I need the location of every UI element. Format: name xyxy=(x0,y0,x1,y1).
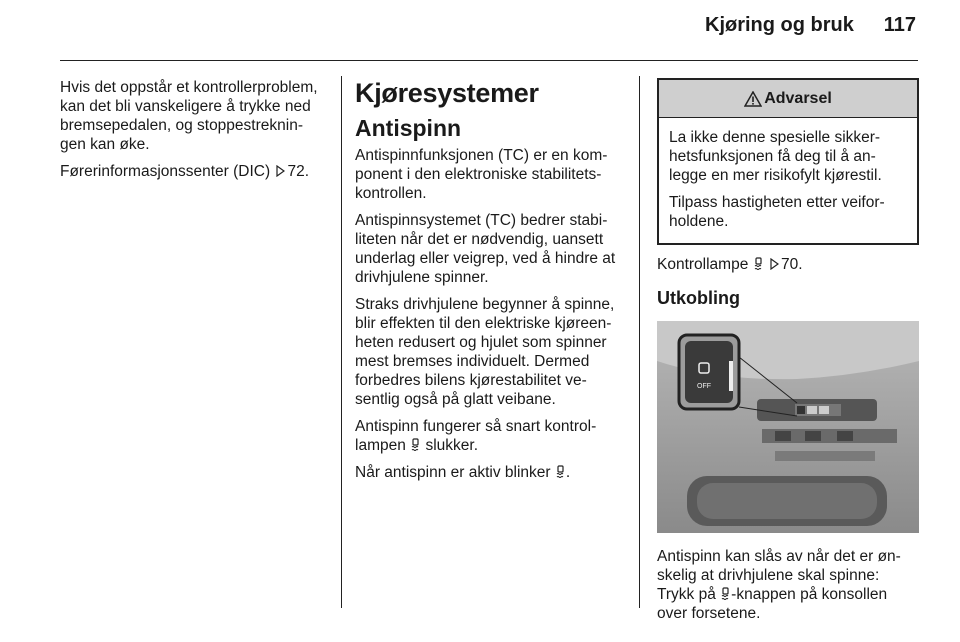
ref[interactable]: 70. xyxy=(780,256,803,273)
cross-reference-icon[interactable] xyxy=(770,258,779,270)
paragraph-utkobling xyxy=(657,547,919,623)
dic-text: Førerinformasjonssenter (DIC) xyxy=(60,163,271,180)
paragraph: Antispinnsystemet (TC) bedrer stabi-liteten når det er nødvendig, uansett underlag eller veigrep, ved å hindre at drivhjulene spinner. xyxy=(355,212,616,286)
text: Antispinn fungerer så snart kontrol-lampen xyxy=(355,418,597,454)
warning-triangle-icon xyxy=(744,91,762,107)
paragraph-kontrollampe xyxy=(657,255,919,274)
text: slukker. xyxy=(425,437,479,454)
header-rule xyxy=(60,60,918,61)
warning-title: Advarsel xyxy=(764,89,832,107)
text: . xyxy=(565,464,571,481)
overhead-console-photo xyxy=(657,321,919,533)
off-label: OFF xyxy=(697,383,711,390)
column-1 xyxy=(60,78,328,189)
header-title: Kjøring og bruk xyxy=(705,14,854,36)
paragraph-dic xyxy=(60,162,328,181)
cross-reference-icon[interactable] xyxy=(276,165,285,177)
paragraph: Hvis det oppstår et kontrollerproblem, kan det bli vanskeligere å trykke ned bremsepedalen, og stoppestreknin-gen kan øke. xyxy=(60,79,318,153)
paragraph: Antispinnfunksjonen (TC) er en kom-ponent i den elektroniske stabilitets-kontrollen. xyxy=(355,147,608,202)
paragraph: Tilpass hastigheten etter veifor-holdene. xyxy=(669,194,885,230)
paragraph-lamp xyxy=(355,417,625,455)
column-divider-1 xyxy=(341,76,342,608)
text: -knappen på konsollen over forsetene. xyxy=(657,586,888,622)
subsection-heading: Utkobling xyxy=(657,288,740,308)
paragraph-blink xyxy=(355,463,625,482)
column-2 xyxy=(355,78,625,490)
warning-header xyxy=(659,80,917,118)
warning-body xyxy=(659,118,917,243)
dic-ref[interactable]: 72. xyxy=(287,163,310,180)
traction-control-icon xyxy=(555,465,566,478)
traction-control-icon xyxy=(410,438,421,451)
paragraph: La ikke denne spesielle sikker-hetsfunksjonen få deg til å an-legge en mer risikofylt kjørestil. xyxy=(669,129,882,184)
text: Kontrollampe xyxy=(657,256,749,273)
text: Når antispinn er aktiv blinker xyxy=(355,464,551,481)
traction-control-icon xyxy=(753,257,764,270)
paragraph: Straks drivhjulene begynner å spinne, blir effekten til den elektriske kjøreen-heten redusert og hjulet som spinner mest bremses individuelt. Dermed forbedres bilens kjørestabilitet ve-sentlig også på glatt veibane. xyxy=(355,296,615,408)
column-divider-2 xyxy=(639,76,640,608)
warning-box xyxy=(657,78,919,245)
page-number: 117 xyxy=(883,14,916,36)
column-3 xyxy=(657,78,919,631)
text: Antispinn kan slås av når det er øn-skelig at drivhjulene skal spinne: Trykk på xyxy=(657,548,901,603)
subsection-heading: Antispinn xyxy=(355,115,462,141)
traction-control-icon xyxy=(720,587,731,600)
section-heading: Kjøresystemer xyxy=(355,78,539,108)
